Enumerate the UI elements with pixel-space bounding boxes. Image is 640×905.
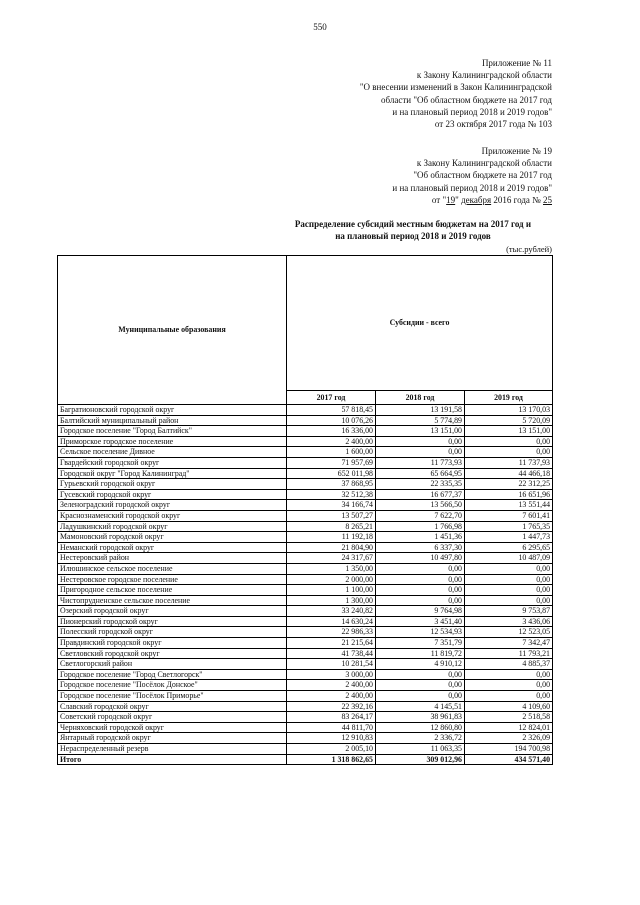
table-row	[58, 563, 553, 574]
value-2017: 2 400,00	[287, 680, 376, 691]
subsidies-table	[57, 255, 553, 765]
appendix-11-block	[360, 57, 552, 130]
date-year: 2016 года №	[491, 194, 543, 205]
municipality-name: Нестеровское городское поселение	[58, 574, 287, 585]
value-2019: 194 700,98	[465, 744, 553, 755]
value-2018: 6 337,30	[376, 542, 465, 553]
value-2017: 22 392,16	[287, 701, 376, 712]
value-2018: 1 451,36	[376, 532, 465, 543]
value-2019: 1 447,73	[465, 532, 553, 543]
value-2018: 22 335,35	[376, 479, 465, 490]
table-row	[58, 701, 553, 712]
municipality-name: Городское поселение "Посёлок Донское"	[58, 680, 287, 691]
date-mid: "	[455, 194, 462, 205]
table-row	[58, 691, 553, 702]
table-row	[58, 638, 553, 649]
value-2017: 652 011,98	[287, 468, 376, 479]
table-row	[58, 733, 553, 744]
date-day: 19	[446, 194, 456, 205]
table-row	[58, 616, 553, 627]
table-row	[58, 553, 553, 564]
value-2018: 13 566,50	[376, 500, 465, 511]
appendix-19-line: и на плановый период 2018 и 2019 годов"	[392, 182, 552, 193]
table-row	[58, 479, 553, 490]
municipality-name: Сельское поселение Дивное	[58, 447, 287, 458]
appendix-19-date	[392, 194, 552, 206]
value-2017: 14 630,24	[287, 616, 376, 627]
value-2017: 83 264,17	[287, 712, 376, 723]
table-row	[58, 415, 553, 426]
value-2017: 13 507,27	[287, 510, 376, 521]
municipality-name: Пионерский городской округ	[58, 616, 287, 627]
appendix-11-line: области "Об областном бюджете на 2017 год	[381, 94, 552, 105]
value-2019: 2 326,09	[465, 733, 553, 744]
value-2019: 13 170,03	[465, 405, 553, 416]
value-2019: 0,00	[465, 436, 553, 447]
total-2017: 1 318 862,65	[287, 754, 376, 765]
value-2018: 0,00	[376, 436, 465, 447]
appendix-11-line: "О внесении изменений в Закон Калининградской	[359, 82, 552, 93]
appendix-19-block	[392, 145, 552, 206]
value-2018: 0,00	[376, 595, 465, 606]
value-2019: 13 551,44	[465, 500, 553, 511]
table-row	[58, 680, 553, 691]
municipality-name: Чистопрудненское сельское поселение	[58, 595, 287, 606]
value-2017: 1 600,00	[287, 447, 376, 458]
value-2018: 3 451,40	[376, 616, 465, 627]
title-line-1: Распределение субсидий местным бюджетам на 2017 год и	[294, 219, 532, 229]
value-2017: 41 738,44	[287, 648, 376, 659]
total-label: Итого	[58, 754, 287, 765]
municipality-name: Гурьевский городской округ	[58, 479, 287, 490]
municipality-name: Приморское городское поселение	[58, 436, 287, 447]
value-2017: 57 818,45	[287, 405, 376, 416]
value-2019: 11 793,21	[465, 648, 553, 659]
date-number: 25	[543, 194, 552, 205]
municipality-name: Нераспределенный резерв	[58, 744, 287, 755]
value-2018: 7 351,79	[376, 638, 465, 649]
value-2017: 44 811,70	[287, 722, 376, 733]
municipality-name: Правдинский городской округ	[58, 638, 287, 649]
header-year-2018: 2018 год	[376, 391, 465, 405]
municipality-name: Гусевский городской округ	[58, 489, 287, 500]
total-2018: 309 012,96	[376, 754, 465, 765]
value-2019: 10 487,09	[465, 553, 553, 564]
municipality-name: Багратионовский городской округ	[58, 405, 287, 416]
table-row	[58, 627, 553, 638]
value-2018: 11 819,72	[376, 648, 465, 659]
appendix-11-line: от 23 октября 2017 года № 103	[434, 119, 552, 130]
table-row	[58, 659, 553, 670]
table-row	[58, 500, 553, 511]
value-2019: 0,00	[465, 585, 553, 596]
value-2017: 12 910,83	[287, 733, 376, 744]
value-2019: 12 824,01	[465, 722, 553, 733]
value-2017: 8 265,21	[287, 521, 376, 532]
value-2018: 2 336,72	[376, 733, 465, 744]
date-month: декабря	[461, 194, 492, 205]
value-2018: 65 664,95	[376, 468, 465, 479]
value-2017: 1 100,00	[287, 585, 376, 596]
municipality-name: Полесский городской округ	[58, 627, 287, 638]
value-2017: 10 076,26	[287, 415, 376, 426]
value-2017: 71 957,69	[287, 457, 376, 468]
table-row	[58, 405, 553, 416]
table-row	[58, 669, 553, 680]
value-2018: 11 773,93	[376, 457, 465, 468]
value-2019: 7 342,47	[465, 638, 553, 649]
table-row	[58, 595, 553, 606]
value-2017: 2 400,00	[287, 691, 376, 702]
municipality-name: Зеленоградский городской округ	[58, 500, 287, 511]
municipality-name: Городское поселение "Город Светлогорск"	[58, 669, 287, 680]
appendix-19-line: Приложение № 19	[481, 146, 552, 156]
value-2019: 1 765,35	[465, 521, 553, 532]
value-2019: 6 295,65	[465, 542, 553, 553]
municipality-name: Городской округ "Город Калининград"	[58, 468, 287, 479]
total-2019: 434 571,40	[465, 754, 553, 765]
total-row	[58, 754, 553, 765]
municipality-name: Неманский городской округ	[58, 542, 287, 553]
value-2017: 2 400,00	[287, 436, 376, 447]
document-title	[268, 218, 558, 242]
table-row	[58, 468, 553, 479]
municipality-name: Светлогорский район	[58, 659, 287, 670]
table-row	[58, 457, 553, 468]
value-2018: 0,00	[376, 669, 465, 680]
appendix-11-line: и на плановый период 2018 и 2019 годов"	[392, 106, 552, 117]
value-2019: 22 312,25	[465, 479, 553, 490]
value-2018: 7 622,70	[376, 510, 465, 521]
municipality-name: Черняховский городской округ	[58, 722, 287, 733]
municipality-name: Советский городской округ	[58, 712, 287, 723]
value-2017: 32 512,38	[287, 489, 376, 500]
table-row	[58, 542, 553, 553]
header-year-2019: 2019 год	[465, 391, 553, 405]
value-2018: 0,00	[376, 691, 465, 702]
units-label: (тыс.рублей)	[506, 244, 552, 254]
value-2017: 2 005,10	[287, 744, 376, 755]
value-2018: 5 774,89	[376, 415, 465, 426]
value-2019: 7 601,41	[465, 510, 553, 521]
table-row	[58, 712, 553, 723]
value-2019: 0,00	[465, 680, 553, 691]
value-2017: 3 000,00	[287, 669, 376, 680]
value-2019: 0,00	[465, 691, 553, 702]
value-2017: 21 804,90	[287, 542, 376, 553]
table-row	[58, 436, 553, 447]
date-prefix: от "	[431, 194, 447, 205]
value-2019: 9 753,87	[465, 606, 553, 617]
value-2018: 11 063,35	[376, 744, 465, 755]
appendix-11-line: к Закону Калининградской области	[416, 70, 552, 81]
value-2018: 0,00	[376, 585, 465, 596]
value-2018: 0,00	[376, 563, 465, 574]
value-2019: 11 737,93	[465, 457, 553, 468]
value-2019: 12 523,05	[465, 627, 553, 638]
value-2018: 13 191,58	[376, 405, 465, 416]
table-row	[58, 447, 553, 458]
value-2017: 16 336,00	[287, 426, 376, 437]
header-subsidies: Субсидии - всего	[287, 256, 553, 391]
municipality-name: Славский городской округ	[58, 701, 287, 712]
value-2017: 24 317,67	[287, 553, 376, 564]
table-row	[58, 722, 553, 733]
value-2017: 2 000,00	[287, 574, 376, 585]
value-2019: 13 151,00	[465, 426, 553, 437]
municipality-name: Янтарный городской округ	[58, 733, 287, 744]
value-2018: 1 766,98	[376, 521, 465, 532]
municipality-name: Ладушкинский городской округ	[58, 521, 287, 532]
table-row	[58, 744, 553, 755]
value-2017: 11 192,18	[287, 532, 376, 543]
value-2019: 44 466,18	[465, 468, 553, 479]
value-2019: 2 518,58	[465, 712, 553, 723]
value-2019: 0,00	[465, 595, 553, 606]
value-2017: 34 166,74	[287, 500, 376, 511]
value-2017: 21 215,64	[287, 638, 376, 649]
page-number: 550	[313, 22, 327, 32]
table-row	[58, 585, 553, 596]
municipality-name: Илюшинское сельское поселение	[58, 563, 287, 574]
table-row	[58, 426, 553, 437]
value-2019: 0,00	[465, 563, 553, 574]
value-2018: 38 961,83	[376, 712, 465, 723]
appendix-19-line: "Об областном бюджете на 2017 год	[413, 170, 552, 181]
value-2018: 12 860,80	[376, 722, 465, 733]
value-2019: 5 720,09	[465, 415, 553, 426]
value-2019: 4 109,60	[465, 701, 553, 712]
value-2017: 1 300,00	[287, 595, 376, 606]
value-2018: 13 151,00	[376, 426, 465, 437]
value-2017: 33 240,82	[287, 606, 376, 617]
value-2018: 16 677,37	[376, 489, 465, 500]
value-2018: 0,00	[376, 447, 465, 458]
municipality-name: Светловский городской округ	[58, 648, 287, 659]
municipality-name: Пригородное сельское поселение	[58, 585, 287, 596]
value-2019: 3 436,06	[465, 616, 553, 627]
value-2018: 10 497,80	[376, 553, 465, 564]
header-municipality: Муниципальные образования	[58, 256, 287, 405]
value-2017: 10 281,54	[287, 659, 376, 670]
value-2018: 0,00	[376, 680, 465, 691]
appendix-11-line: Приложение № 11	[481, 58, 552, 68]
value-2018: 4 145,51	[376, 701, 465, 712]
value-2018: 4 910,12	[376, 659, 465, 670]
value-2019: 4 885,37	[465, 659, 553, 670]
table-row	[58, 521, 553, 532]
value-2019: 0,00	[465, 574, 553, 585]
value-2018: 12 534,93	[376, 627, 465, 638]
value-2017: 22 986,33	[287, 627, 376, 638]
municipality-name: Городское поселение "Посёлок Приморье"	[58, 691, 287, 702]
value-2017: 37 868,95	[287, 479, 376, 490]
table-row	[58, 510, 553, 521]
value-2018: 9 764,98	[376, 606, 465, 617]
title-line-2: на плановый период 2018 и 2019 годов	[335, 231, 491, 241]
value-2019: 0,00	[465, 447, 553, 458]
municipality-name: Городское поселение "Город Балтийск"	[58, 426, 287, 437]
table-row	[58, 532, 553, 543]
municipality-name: Озерский городской округ	[58, 606, 287, 617]
municipality-name: Балтийский муниципальный район	[58, 415, 287, 426]
table-row	[58, 648, 553, 659]
header-year-2017: 2017 год	[287, 391, 376, 405]
table-row	[58, 574, 553, 585]
table-row	[58, 606, 553, 617]
value-2019: 0,00	[465, 669, 553, 680]
value-2019: 16 651,96	[465, 489, 553, 500]
municipality-name: Нестеровский район	[58, 553, 287, 564]
municipality-name: Гвардейский городской округ	[58, 457, 287, 468]
municipality-name: Краснознаменский городской округ	[58, 510, 287, 521]
municipality-name: Мамоновский городской округ	[58, 532, 287, 543]
value-2018: 0,00	[376, 574, 465, 585]
table-row	[58, 489, 553, 500]
value-2017: 1 350,00	[287, 563, 376, 574]
appendix-19-line: к Закону Калининградской области	[416, 158, 552, 169]
